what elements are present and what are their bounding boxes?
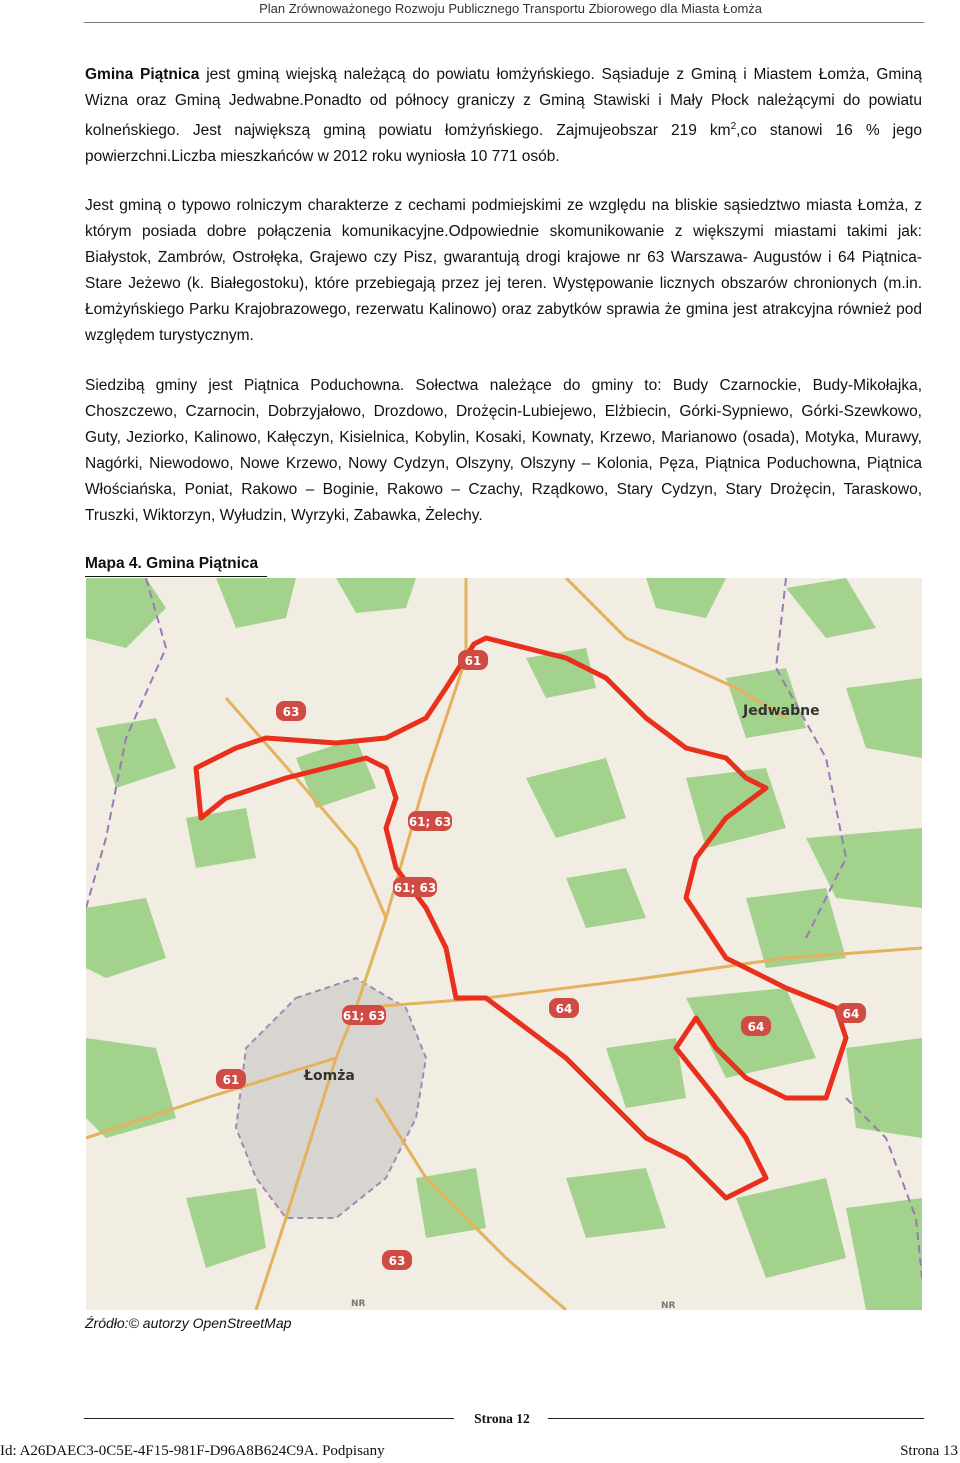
map-svg	[86, 578, 922, 1310]
road-label-61-top: 61	[464, 654, 482, 668]
road-label-61-left: 61	[222, 1073, 240, 1087]
page-header	[0, 0, 960, 20]
header-divider	[84, 22, 924, 23]
urban-area-lomza	[236, 978, 426, 1218]
header-title: Plan Zrównoważonego Rozwoju Publicznego Transportu Zbiorowego dla Miasta Łomża	[259, 1, 762, 16]
town-label-jedwabne: Jedwabne	[743, 703, 820, 719]
nr-label-a: NR	[351, 1299, 366, 1309]
nr-label-b: NR	[661, 1301, 676, 1310]
paragraph-lead: Gmina Piątnica	[85, 66, 200, 83]
paragraph-villages: Siedzibą gminy jest Piątnica Poduchowna. Sołectwa należące do gminy to: Budy Czarnockie, Budy-Mikołajka, Choszczewo, Czarnocin, Dobrzyjałowo, Drozdowo, Drożęcin-Lubiejewo, Elżbiecin, Górki-Sypniewo, Górki-Szewkowo, Guty, Jeziorko, Kalinowo, Kałęczyn, Kisielnica, Kobylin, Kosaki, Kownaty, Krzewo, Marianowo (osada), Motyka, Murawy, Nagórki, Niewodowo, Nowe Krzewo, Nowy Cydzyn, Olszyny, Olszyny – Kolonia, Pęza, Piątnica Poduchowna, Piątnica Włościańska, Poniat, Rakowo – Boginie, Rakowo – Czachy, Rządkowo, Stary Cydzyn, Stary Drożęcin, Taraskowo, Truszki, Wiktorzyn, Wyłudzin, Wyrzyki, Zabawka, Żelechy.	[85, 377, 922, 524]
road-label-64-c: 64	[842, 1007, 860, 1021]
paragraph-character: Jest gminą o typowo rolniczym charakterze z cechami podmiejskimi ze względu na bliskie sąsiedztwo miasta Łomża, z którym posiada dobre połączenia komunikacyjne.Odpowiednie skomunikowanie z większymi miastami takimi jak: Białystok, Zambrów, Ostrołęka, Grajewo czy Pisz, gwarantują drogi krajowe nr 63 Warszawa- Augustów i 64 Piątnica- Stare Jeżewo (k. Białegostoku), które przebiegają przez jej teren. Występowanie licznych obszarów chronionych (m.in. Łomżyńskiego Parku Krajobrazowego, rezerwatu Kalinowo) oraz zabytków sprawia że gmina jest atrakcyjna również pod względem turystycznym.	[85, 197, 922, 344]
road-label-64-b: 64	[747, 1020, 765, 1034]
road-label-63-left: 63	[282, 705, 300, 719]
footer-signature-id: Id: A26DAEC3-0C5E-4F15-981F-D96A8B624C9A. Podpisany	[0, 1443, 385, 1459]
map-title: Mapa 4. Gmina Piątnica	[85, 555, 259, 572]
road-label-64-a: 64	[555, 1002, 573, 1016]
forest-areas	[86, 578, 922, 1310]
footer-page-label: Strona 12	[474, 1411, 530, 1426]
road-label-61-63-a: 61; 63	[408, 815, 452, 829]
footer-divider-right	[548, 1418, 924, 1419]
paragraph-intro-text: jest gminą wiejską należącą do powiatu łomżyńskiego. Sąsiaduje z Gminą i Miastem Łomża, Gminą Wizna oraz Gminą Jedwabne.Ponadto od północy graniczy z Gminą Stawiski i Mały Płock należącymi do powiatu kolneńskiego. Jest największą gminą powiatu łomżyńskiego. Zajmujeobszar 219 km	[85, 66, 922, 140]
town-label-lomza: Łomża	[304, 1068, 355, 1084]
road-label-63-bottom: 63	[388, 1254, 406, 1268]
paragraph-intro	[85, 62, 922, 170]
paragraph-intro-tail: ,co stanowi 16 % jego powierzchni.Liczba mieszkańców w 2012 roku wyniosła 10 771 osób.	[85, 122, 922, 166]
footer-divider-left	[84, 1418, 454, 1419]
footer-page-number: Strona 13	[900, 1443, 958, 1459]
map-title-underline	[85, 576, 267, 577]
road-label-61-63-b: 61; 63	[393, 881, 437, 895]
superscript: 2	[730, 121, 737, 132]
map-source: Źródło:© autorzy OpenStreetMap	[85, 1315, 292, 1331]
road-label-61-63-c: 61; 63	[342, 1009, 386, 1023]
map-figure	[86, 578, 922, 1310]
